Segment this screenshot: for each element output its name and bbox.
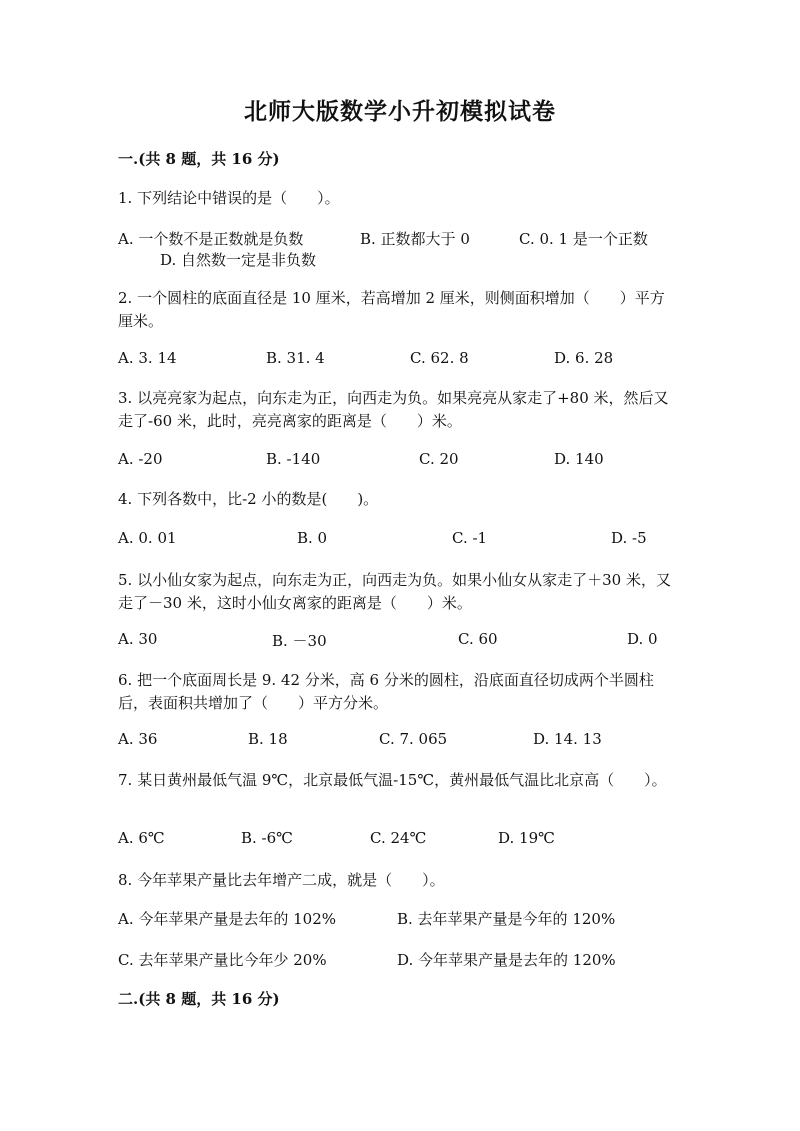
question-6-stem: 6. 把一个底面周长是 9. 42 分米，高 6 分米的圆柱，沿底面直径切成两个半圆柱后，表面积共增加了（ ）平方分米。 [118,671,654,712]
question-8-option-a: A. 今年苹果产量是去年的 102% [118,910,337,928]
question-6-option-c: C. 7. 065 [379,730,448,748]
question-5-stem: 5. 以小仙女家为起点，向东走为正，向西走为负。如果小仙女从家走了＋30 米，又走了－30 米，这时小仙女离家的距离是（ ）米。 [118,571,671,612]
question-2-option-a: A. 3. 14 [118,349,177,367]
question-5-option-a: A. 30 [118,630,158,648]
question-8-option-d: D. 今年苹果产量是去年的 120% [397,951,616,969]
question-7-option-c: C. 24℃ [370,829,427,847]
question-5-option-b: B. －30 [272,632,327,650]
question-1-option-b: B. 正数都大于 0 [360,230,470,248]
question-3-option-c: C. 20 [419,450,459,468]
question-2-option-c: C. 62. 8 [410,349,469,367]
question-7-option-d: D. 19℃ [498,829,555,847]
question-5-option-c: C. 60 [458,630,498,648]
question-1-option-c: C. 0. 1 是一个正数 [519,230,648,248]
question-7-stem: 7. 某日黄州最低气温 9℃，北京最低气温-15℃，黄州最低气温比北京高（ ）。 [118,771,667,789]
question-7-option-a: A. 6℃ [118,829,165,847]
question-3-option-d: D. 140 [554,450,604,468]
question-4-option-b: B. 0 [297,529,328,547]
question-1-option-a: A. 一个数不是正数就是负数 [118,230,304,248]
page-title: 北师大版数学小升初模拟试卷 [244,98,556,125]
question-4-option-a: A. 0. 01 [118,529,177,547]
question-6-option-a: A. 36 [118,730,158,748]
question-3-option-a: A. -20 [118,450,163,468]
question-4-option-c: C. -1 [452,529,488,547]
question-8-option-c: C. 去年苹果产量比今年少 20% [118,951,327,969]
section-heading-1: 一.(共 8 题，共 16 分) [118,150,280,168]
question-4-stem: 4. 下列各数中，比-2 小的数是( )。 [118,490,379,508]
question-6-option-b: B. 18 [248,730,288,748]
question-8-stem: 8. 今年苹果产量比去年增产二成，就是（ ）。 [118,871,445,889]
question-2-option-d: D. 6. 28 [554,349,614,367]
section-heading-2: 二.(共 8 题，共 16 分) [118,990,280,1008]
question-3-stem: 3. 以亮亮家为起点，向东走为正，向西走为负。如果亮亮从家走了+80 米，然后又走了-60 米，此时，亮亮离家的距离是（ ）米。 [118,389,669,430]
question-2-stem: 2. 一个圆柱的底面直径是 10 厘米，若高增加 2 厘米，则侧面积增加（ ）平方厘米。 [118,289,665,330]
question-2-option-b: B. 31. 4 [266,349,325,367]
question-5-option-d: D. 0 [627,630,658,648]
question-8-option-b: B. 去年苹果产量是今年的 120% [397,910,616,928]
question-7-option-b: B. -6℃ [241,829,293,847]
question-1-stem: 1. 下列结论中错误的是（ ）。 [118,189,340,207]
question-4-option-d: D. -5 [611,529,647,547]
question-6-option-d: D. 14. 13 [533,730,602,748]
question-3-option-b: B. -140 [266,450,321,468]
question-1-option-d: D. 自然数一定是非负数 [160,251,317,269]
